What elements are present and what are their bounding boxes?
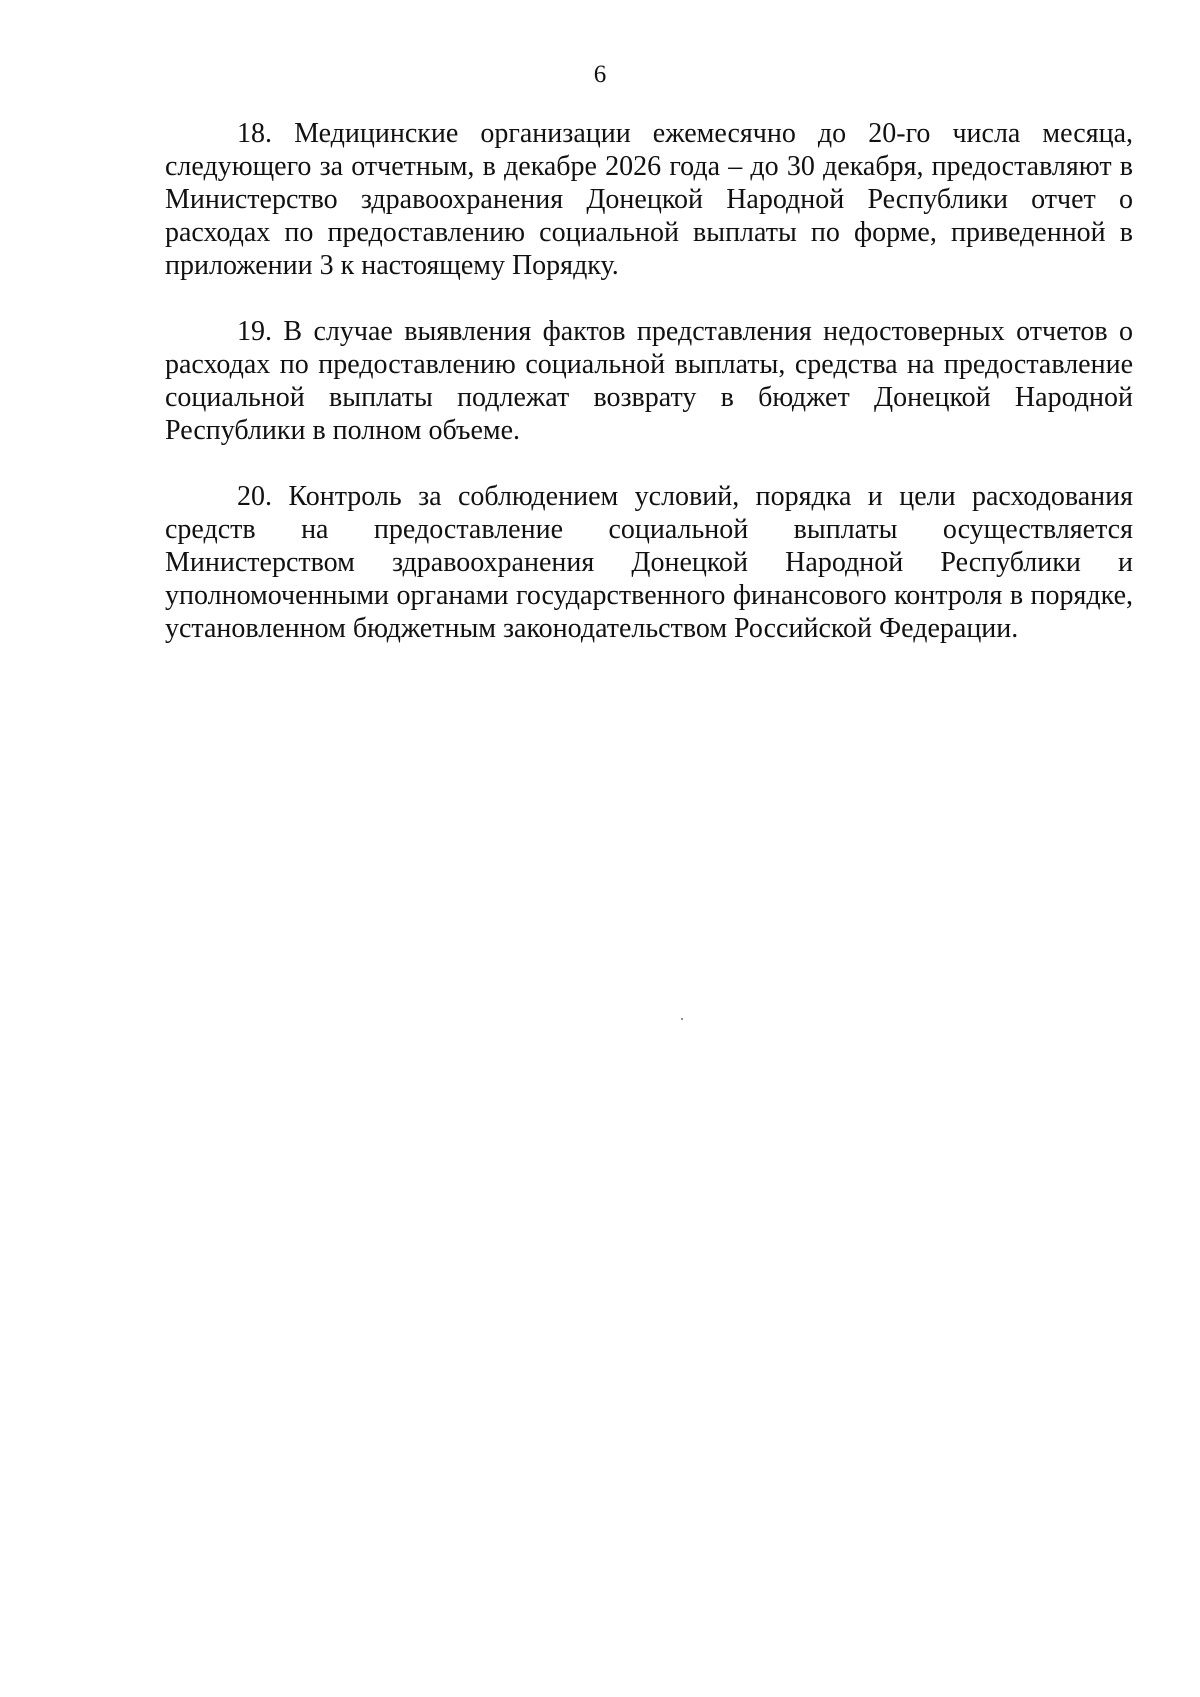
paragraph-19: 19. В случае выявления фактов представления недостоверных отчетов о расходах по предоставлению социальной выплаты, средства на предоставление социальной выплаты подлежат возврату в бюджет Донецкой Народной Республики в полном объеме. <box>165 316 1133 446</box>
document-body <box>165 117 1133 645</box>
paragraph-20: 20. Контроль за соблюдением условий, порядка и цели расходования средств на предоставление социальной выплаты осуществляется Министерством здравоохранения Донецкой Народной Республики и уполномоченными органами государственного финансового контроля в порядке, установленном бюджетным законодательством Российской Федерации. <box>165 481 1133 644</box>
scan-speck <box>681 1018 683 1020</box>
page-number: 6 <box>593 61 607 88</box>
paragraph-18: 18. Медицинские организации ежемесячно до 20-го числа месяца, следующего за отчетным, в декабре 2026 года – до 30 декабря, предоставляют в Министерство здравоохранения Донецкой Народной Республики отчет о расходах по предоставлению социальной выплаты по форме, приведенной в приложении 3 к настоящему Порядку. <box>165 118 1133 281</box>
